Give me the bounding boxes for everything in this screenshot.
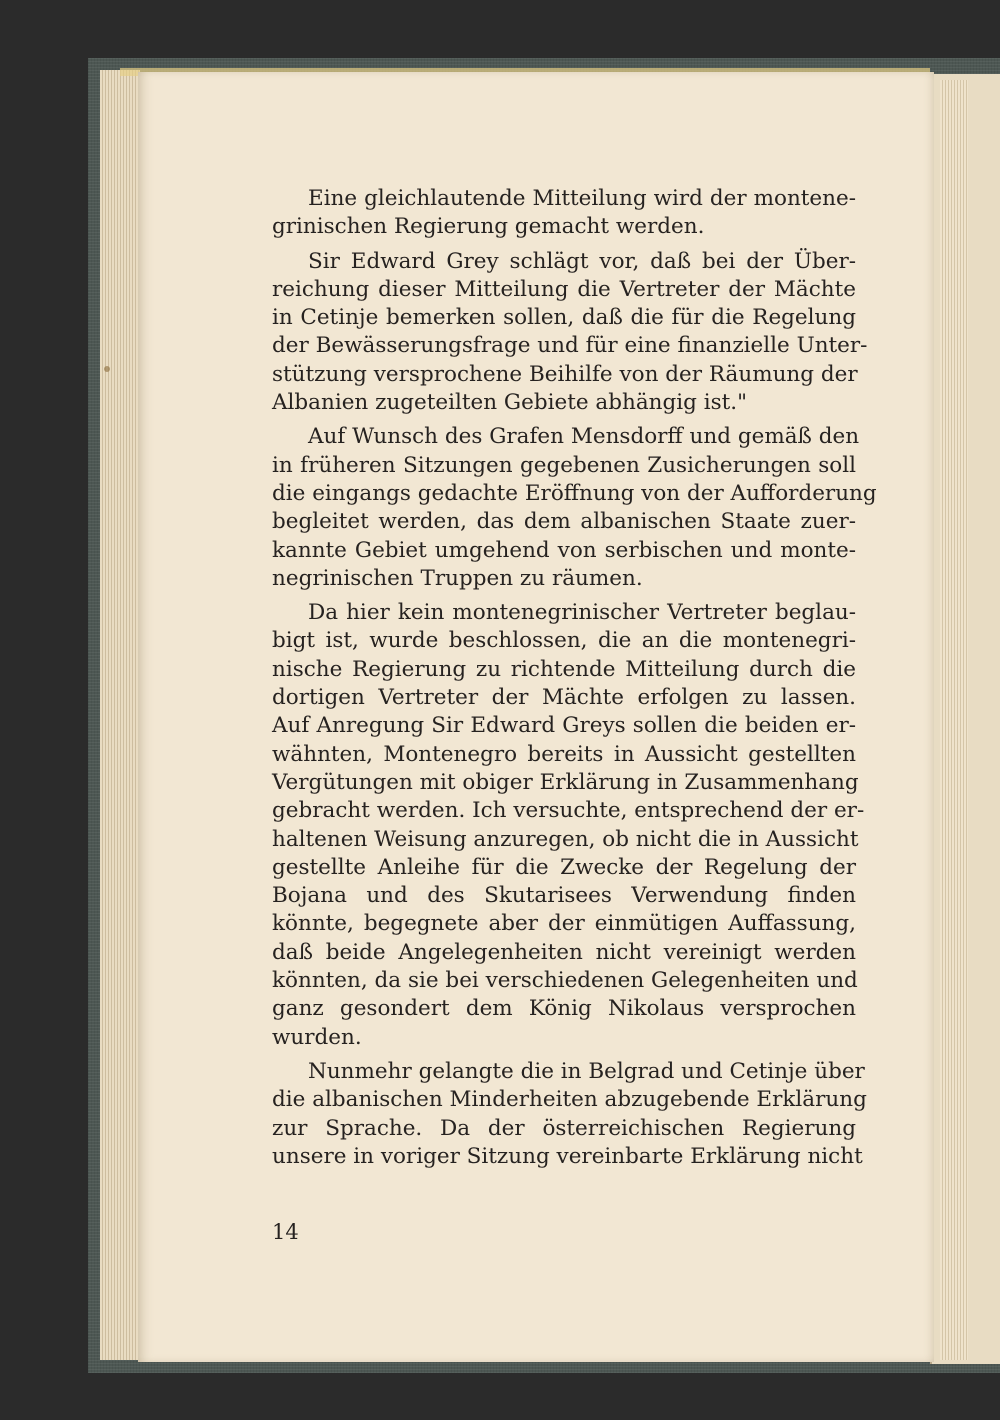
text-line: begleitet werden, das dem albanischen Staate zuer-: [272, 509, 856, 535]
text-line: haltenen Weisung anzuregen, ob nicht die in Aussicht: [272, 826, 859, 852]
text-line: Da hier kein montenegrinischer Vertreter beglau-: [308, 600, 856, 626]
body-text: [272, 185, 877, 1171]
text-line: stützung versprochene Beihilfe von der Räumung der: [272, 361, 858, 387]
text-line: Sir Edward Grey schlägt vor, daß bei der Über-: [308, 248, 856, 274]
text-line: Vergütungen mit obiger Erklärung in Zusammenhang: [272, 769, 859, 795]
text-line: Auf Wunsch des Grafen Mensdorff und gemäß den: [308, 424, 860, 450]
text-line: die albanischen Minderheiten abzugebende Erklärung: [272, 1087, 867, 1113]
text-line: die eingangs gedachte Eröffnung von der Aufforderung: [272, 480, 877, 506]
text-line: reichung dieser Mitteilung die Vertreter der Mächte: [272, 276, 856, 302]
page-edges: [100, 70, 140, 1360]
facing-page-edges: [940, 80, 968, 1360]
text-line: zur Sprache. Da der österreichischen Regierung: [272, 1115, 856, 1141]
text-line: nische Regierung zu richtende Mitteilung durch die: [272, 656, 856, 682]
text-line: könnten, da sie bei verschiedenen Gelegenheiten und: [272, 968, 858, 994]
text-line: grinischen Regierung gemacht werden.: [272, 214, 705, 240]
text-line: der Bewässerungsfrage und für eine finanzielle Unter-: [272, 333, 868, 359]
text-line: wähnten, Montenegro bereits in Aussicht gestellten: [272, 741, 856, 767]
text-line: daß beide Angelegenheiten nicht vereinigt werden: [272, 939, 856, 965]
text-line: wurden.: [272, 1024, 362, 1050]
text-line: Nunmehr gelangte die in Belgrad und Cetinje über: [308, 1058, 865, 1084]
text-line: ganz gesondert dem König Nikolaus versprochen: [272, 996, 856, 1022]
text-line: unsere in voriger Sitzung vereinbarte Erklärung nicht: [272, 1143, 863, 1169]
text-line: dortigen Vertreter der Mächte erfolgen zu lassen.: [272, 685, 856, 711]
text-line: gebracht werden. Ich versuchte, entsprechend der er-: [272, 798, 865, 824]
text-line: Albanien zugeteilten Gebiete abhängig ist.": [272, 390, 747, 416]
text-line: könnte, begegnete aber der einmütigen Auffassung,: [272, 911, 856, 937]
text-line: in Cetinje bemerken sollen, daß die für die Regelung: [272, 305, 856, 331]
text-line: gestellte Anleihe für die Zwecke der Regelung der: [272, 854, 856, 880]
text-line: Bojana und des Skutarisees Verwendung finden: [272, 883, 856, 909]
text-line: Auf Anregung Sir Edward Greys sollen die beiden er-: [272, 713, 856, 739]
text-line: negrinischen Truppen zu räumen.: [272, 565, 643, 591]
foxing-spot: [104, 366, 110, 372]
text-line: Eine gleichlautende Mitteilung wird der montene-: [308, 186, 856, 211]
text-line: in früheren Sitzungen gegebenen Zusicherungen soll: [272, 452, 856, 478]
page-number: 14: [272, 1220, 299, 1244]
text-line: kannte Gebiet umgehend von serbischen und monte-: [272, 537, 856, 563]
text-line: bigt ist, wurde beschlossen, die an die montenegri-: [272, 628, 856, 654]
